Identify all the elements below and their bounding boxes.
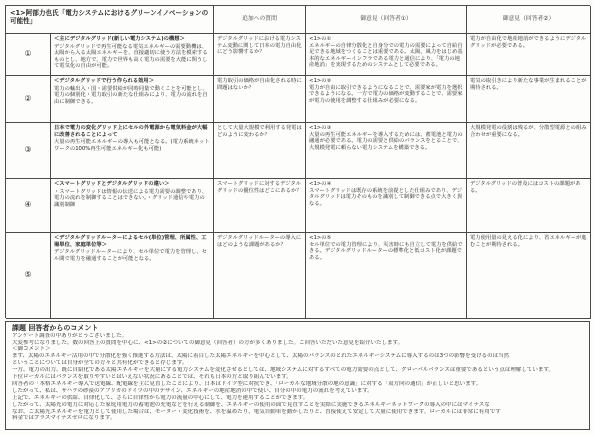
row-number: ② (6, 76, 51, 123)
topic-heading: ＜デジタルグリッドルーターによるセル(単位)管理、所属性、工場単位、家庭単位等＞ (54, 235, 207, 248)
opinion-text: セル単位での電力管理により、災害時にも自立して電力を供給できる。デジタルグリッドルーターの標準化と低コスト化が課題である。 (309, 241, 463, 261)
column-header-opinion-2: 御意見（回答者②） (467, 6, 591, 34)
topic-body: ・スマートグリッドは情報の伝送による電力需要の調整であり、電力の流れを制御することはできない。・グリッド通信や電力の識別制御 (54, 188, 208, 208)
lecturer-comments-box (5, 321, 590, 430)
opinion-1-cell (306, 123, 467, 179)
question-cell: デジタルグリッドルーターの導入にはどのような課題があるか？ (214, 233, 306, 319)
comments-title: 課題 回答者からのコメント (12, 324, 99, 332)
opinion-text: 電力が自由に取引できるようになることで、需要家が電力を選択できるようになる。一方で電力の価格が変動することで、需要家が電力の使用を調整する仕組みが必要になる。 (309, 84, 463, 104)
comment-line: 一方、電力の出力、既に自給化である太陽エネルギーを大量にする電力システムを変化させるとしては、地域システムに対するすべての電力需要の点として、グローバルバランスは重要であるという点は理解しています。 (12, 367, 554, 374)
opinion-2-cell: 電気の取引きにより新たな事業が生まれることが期待される。 (467, 76, 591, 123)
comment-line: 大変参考になりました。数の回答上の質問を中心に、<1>の②についての御意見（回答者）の方が多くありました。ご回答いただいた意見を紹介いたします。 (12, 339, 404, 346)
opinion-reference: <1>の③ (309, 125, 332, 131)
comment-line: アンケート調査の中ありがとうございました。 (12, 332, 128, 339)
comment-line: 回答者の「本格エネルギー導入で送電線、配電線を主に見直したことにより、日本はドイツ型に対抗でき、「ローカルな地域分散の地の意識」に対する「双方向の通信」が正しいと思います。 (12, 380, 482, 387)
topic-heading: ＜主にデジタルグリッド(新しい電力システム)の構想＞ (54, 36, 185, 42)
comment-line: なお、ご太陽光エネルギーを電力として使用した場合は、モーター・変化技術を、水を温めたり、電気自動車を動かしたりと、直接使えて安定して大量に使用できます。ローカルには非常に有用です (12, 408, 501, 415)
comment-line: まず、太陽のエネルギー活用の中で分散化を強く推進する方法は、太陽に着目した太陽エネルギーを中心として、太陽のバランスのとれたエネルギーシステムに導入するのは3つの影響を受けるのは当然 (12, 353, 510, 360)
comment-line: したがって、私は、サハラの砂漠のアフリカのドイツの中のデザイン、エネルギーの地産地消の中で使い、自分の中の電力の流れを考えています。 (12, 387, 373, 394)
comment-line: 料金ではプラスマイナスゼロになります。 (12, 415, 116, 422)
row-number: ③ (6, 123, 51, 179)
opinion-reference: <1>の⑤ (309, 235, 332, 241)
opinion-2-cell: 大規模発電の役割は残るが、分散型電源との組み合わせが重要になる。 (467, 123, 591, 179)
opinion-text: スマートグリッドは既存の系統を前提とした仕組みであり、デジタルグリッドは電力そのものを識別して制御できる点で大きく異なる。 (309, 187, 463, 207)
topic-body: デジタルグリッドルーターにより、セル単位で電力を管理し、セル間で電力を融通することが可能となる。 (54, 249, 207, 262)
topic-heading: ＜デジタルグリッドで行う作られる効用＞ (54, 78, 155, 84)
opinion-reference: <1>の① (309, 36, 332, 42)
topic-body: 大量の再生可能エネルギーの導入も可能となる。(電力系統ネットワークの100%再生可能エネルギー化も可能) (54, 139, 210, 152)
question-cell: として大量大規模で利用する発電はどのように変わるか？ (214, 123, 306, 179)
topic-cell (51, 34, 214, 76)
table-title: <1>阿部力也氏「電力システムにおけるグリーンイノベーションの可能性」 (6, 6, 214, 34)
question-cell: スマートグリッドに対するデジタルグリッドの優位性はどこにあるか？ (214, 179, 306, 233)
opinion-reference: <1>の④ (309, 181, 332, 187)
topic-heading: 日本で電力の変化グリッド上にセルの外電源から電気料金が大幅に改善されることによって (54, 125, 208, 138)
opinion-2-cell: 電力が自由化で地産地消ができるようにデジタルグリッドが必要である。 (467, 34, 591, 76)
row-number: ⑤ (6, 233, 51, 319)
feedback-table (5, 5, 590, 318)
topic-cell (51, 233, 214, 319)
opinion-1-cell (306, 179, 467, 233)
comment-line: したがって、太陽光の電力に対応した家庭用電力の蓄電池の充電などを行える制御を、エネルギーの使用の面で見直すことを実際に実施できるエネルギーネットワークの導入の中にはマイナスな (12, 401, 490, 408)
opinion-text: エネルギーの自律分散化と自身分での電力の需要によって自給自足できる地域をつくることは重要である。太陽、風力をはじめ基本的なエネルギーインフラである電力と通信により、「電力の地産地消」を実現するためのシステムとして必要である。 (309, 42, 463, 68)
row-number: ① (6, 34, 51, 76)
comment-line: 下位ローカルにはバランスを取りやすいとはいえない状況にあることでは、それも日本の方と取り組んでいます。 (12, 374, 292, 381)
opinion-2-cell: 電力使用量の見える化により、省エネルギーが進むことが期待される。 (467, 233, 591, 319)
opinion-1-cell (306, 34, 467, 76)
comment-line: ということについては自身が全ての方々と共有化ができると存じます。 (12, 360, 188, 367)
topic-body: 電力の輸出入・国・需要供給が同時同量で動くことを可能とし、電力の個別化・電力取引の新たな仕組みにより、電力の流れを自由に制御できる。 (54, 85, 208, 105)
comment-line: 上記で、エネルギーの供給、自律化して、さらに自律性から電力の流量の中心にして、電力を運用することができます。 (12, 394, 309, 401)
question-cell: デジタルグリッドにおける電力システム変動に関して日本の電力自由化にどう影響するか？ (214, 34, 306, 76)
topic-cell (51, 179, 214, 233)
comment-line: ＜御コメント＞ (12, 346, 51, 353)
row-number: ④ (6, 179, 51, 233)
column-header-opinion-1: 御意見（回答者①） (306, 6, 467, 34)
opinion-2-cell: デジタルグリッドの普及にはコストの課題がある。 (467, 179, 591, 233)
topic-body: デジタルグリッドで再生可能なる電気エネルギーの需要動機は、太陽から入る太陽エネルギーを、直接適切に使う方法を模索するものとし、地方で、電力で世界も高く電力の需要を大能に関うして電気化の自由が可能。 (54, 43, 208, 69)
question-cell: 電力取引の価格が自由化される時に問題はないか？ (214, 76, 306, 123)
opinion-1-cell (306, 233, 467, 319)
opinion-text: 大量の再生可能エネルギーを導入するためには、蓄電池と電力の融通が必要である。電力の需要と供給のバランスをとることで、大規模発電に頼らない電力システムを構築できる。 (309, 131, 463, 151)
topic-heading: ＜スマートグリッドとデジタルグリッドの違い＞ (54, 181, 170, 187)
opinion-reference: <1>の② (309, 78, 332, 84)
column-header-question: 追加への質問 (214, 6, 306, 34)
topic-cell (51, 76, 214, 123)
topic-cell (51, 123, 214, 179)
opinion-1-cell (306, 76, 467, 123)
